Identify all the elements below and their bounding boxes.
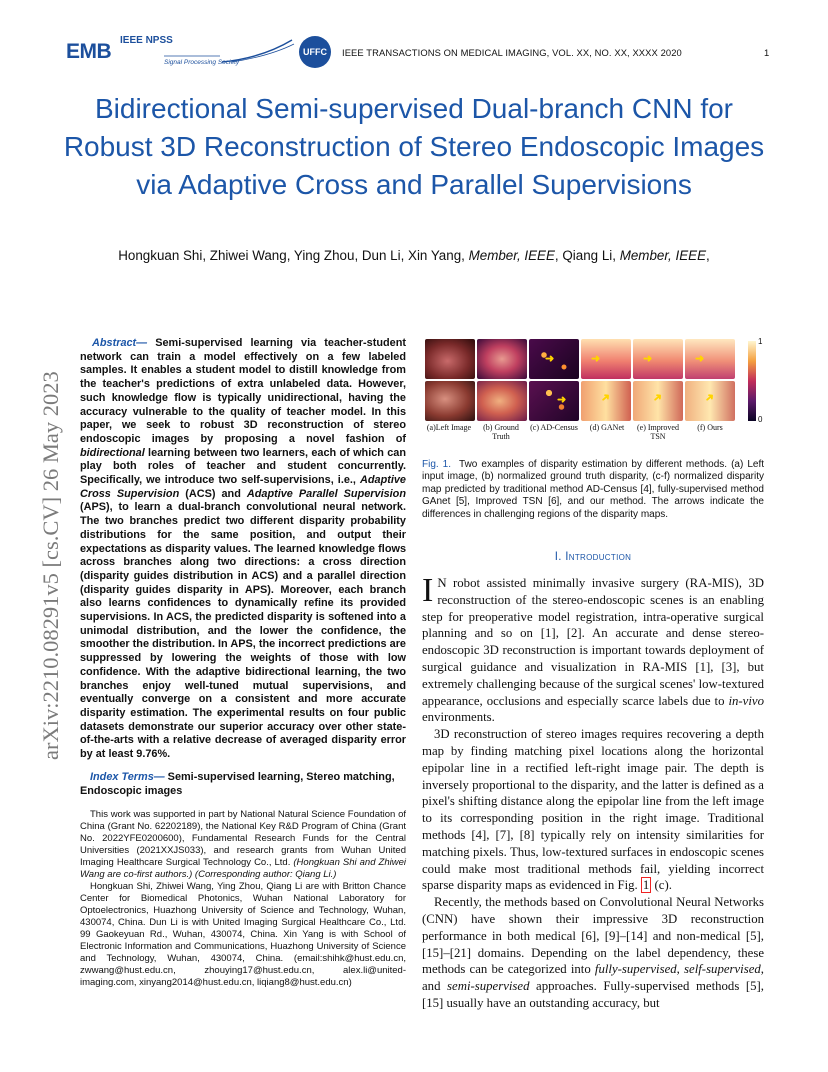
sps-logo — [162, 36, 308, 68]
ganet-1 — [581, 339, 631, 379]
left-image-1 — [425, 339, 475, 379]
intro-p2-text: 3D reconstruction of stereo images requires recovering a depth map by finding matching pixel locations along the horizontal epipolar line in a rectified left-right image pair. The depth is inversely proportional to the disparity, and the latter is defined as a pixel's shifting distance along the epipolar line from the left image to its corresponding position in the right image. Traditional methods [4], [7], [8] typically rely on intensity similarities for matching pixels. Thus, low-textured surfaces in endoscopic scenes could make most traditional methods fail, yielding incorrect sparse disparity maps as evidenced in Fig. — [422, 727, 764, 893]
member-designation-1: Member, IEEE — [468, 248, 555, 263]
section-number: I. — [554, 551, 562, 564]
footnote — [80, 809, 406, 989]
left-image-2 — [425, 381, 475, 421]
left-column — [80, 337, 406, 798]
footnote-affiliations: Hongkuan Shi, Zhiwei Wang, Ying Zhou, Qiang Li are with Britton Chance Center for Biomedical Photonics, Wuhan National Laboratory for Optoelectronics, Huazhong University of Science and Technology, Wuhan, 430074, China. Dun Li is with United Imaging Surgical Healthcare Co., Ltd. 99 Gaokeyuan Rd., Wuhan, 430074, China. Xin Yang is with School of Electronic Information and Communications, Huazhong University of Science and Technology, Wuhan, 430074, China. (email:shihk@hust.edu.cn, zwwang@hust.edu.cn, zhouying17@hust.edu.cn, alex.li@united-imaging.com, xinyang2014@hust.edu.cn, liqiang8@hust.edu.cn) — [80, 881, 406, 988]
figure-1 — [422, 337, 764, 447]
intro-p1-emphasis: in-vivo — [728, 693, 764, 708]
ganet-2 — [581, 381, 631, 421]
abstract-label: Abstract— — [92, 337, 148, 349]
ours-1 — [685, 339, 735, 379]
intro-paragraph-3 — [422, 894, 764, 1012]
intro-p1-end: environments. — [422, 710, 495, 725]
npss-logo: IEEE NPSS — [120, 35, 173, 46]
intro-p3-text: Recently, the methods based on Convolutional Neural Networks (CNN) have shown their impressive 3D reconstruction performance in both medical [6], [9]–[14] and non-medical [5], [15]–[21] domains. Depending on the label dependency, these methods can be categorized into — [422, 895, 764, 977]
authors-part1: Hongkuan Shi, Zhiwei Wang, Ying Zhou, Dun Li, Xin Yang, — [118, 248, 469, 263]
intro-p3-end: approaches. Fully-supervised methods [5], [15] usually have an outstanding accuracy, but — [422, 979, 764, 1010]
figure-labels — [422, 423, 742, 441]
authors-part3: , — [706, 248, 710, 263]
abstract-emphasis-3: Adaptive Parallel Supervision — [246, 487, 406, 500]
section-heading-introduction — [422, 551, 764, 563]
footnote-funding — [80, 809, 406, 881]
colorbar — [748, 341, 756, 421]
figure-row-1 — [425, 339, 735, 379]
arrow-icon: ➜ — [598, 390, 614, 406]
dropcap: I — [422, 572, 434, 610]
figure-caption-label: Fig. 1. — [422, 459, 452, 470]
abstract-emphasis-2: Adaptive Cross Supervision — [80, 474, 406, 500]
authors-part2: , Qiang Li, — [554, 248, 620, 263]
figure-ref-link[interactable]: 1 — [642, 878, 650, 893]
intro-paragraph-1 — [422, 572, 764, 726]
arrow-icon: ➜ — [695, 353, 705, 365]
intro-p3-sep-2: , and — [422, 962, 764, 994]
abstract-emphasis-1: bidirectional — [80, 446, 145, 459]
figure-label: (a)Left Image — [426, 423, 472, 432]
abstract-text-3: (ACS) and — [179, 487, 247, 500]
figure-label: (c) AD-Census — [530, 423, 578, 432]
intro-p3-emphasis-3: semi-supervised — [447, 979, 530, 994]
figure-row-2 — [425, 381, 735, 421]
running-head: IEEE TRANSACTIONS ON MEDICAL IMAGING, VOL. XX, NO. XX, XXXX 2020 — [342, 47, 682, 58]
intro-paragraph-2 — [422, 726, 764, 894]
figure-caption-text: Two examples of disparity estimation by different methods. (a) Left input image, (b) normalized ground truth disparity, (c-f) normalized disparity map predicted by traditional method AD-Census [4], fully-supervised method GAnet [5], Improved TSN [6], and our method. The arrows indicate the differences in challenging regions of the disparity maps. — [422, 459, 764, 520]
arxiv-stamp: arXiv:2210.08291v5 [cs.CV] 26 May 2023 — [38, 371, 63, 760]
intro-p1-text: N robot assisted minimally invasive surgery (RA-MIS), 3D reconstruction of the stereo-endoscopic scenes is an enabling step for preoperative model registration, intra-operative surgical planning and so on [1], [2]. An accurate and dense stereo-endoscopic 3D reconstruction is important towards deployment of surgical guidance and visualization in RA-MIS [1], [3], but extremely challenging because of the surgical scenes' low-textured appearance, occlusions and especially scarce labels due to — [422, 576, 764, 708]
index-terms-label: Index Terms— — [90, 770, 165, 783]
ad-census-2 — [529, 381, 579, 421]
arrow-icon: ➜ — [591, 353, 601, 365]
paper-title: Bidirectional Semi-supervised Dual-branch CNN for Robust 3D Reconstruction of Stereo Endoscopic Images via Adaptive Cross and Parallel Supervisions — [63, 93, 765, 200]
colorbar-max-label: 1 — [758, 337, 763, 346]
author-list — [40, 248, 788, 263]
abstract-text-4: (APS), to learn a dual-branch convolutional neural network. The two branches predict two different disparity probability distributions for the same position, and output their expectations as disparity values. The learned knowledge flows across branches along two directions: a cross direction (disparity guides distribution in ACS) and a parallel direction (disparity guides disparity in APS). Moreover, each branch also learns confidences to dynamically refine its provided supervisions. In ACS, the predicted disparity is softened into a unimodal distribution, and the lower the confidence, the smoother the distribution. In APS, the incorrect predictions are suppressed by lowering the weights of those with low confidence. With the adaptive bidirectional learning, the two branches enjoy well-tuned mutual supervisions, and eventually converge on a consistent and more accurate disparity estimation. The experimental results on four public datasets demonstrate our superior accuracy over other state-of-the-arts with a relative decrease of averaged disparity error by at least 9.76%. — [80, 501, 406, 761]
ad-census-1 — [529, 339, 579, 379]
intro-p3-sep-1: , — [676, 962, 685, 977]
ours-2 — [685, 381, 735, 421]
figure-caption — [422, 459, 764, 521]
colorbar-min-label: 0 — [758, 415, 763, 424]
figure-label: (d) GANet — [589, 423, 625, 432]
arrow-icon: ➜ — [545, 353, 555, 365]
member-designation-2: Member, IEEE — [619, 248, 707, 263]
introduction-body — [422, 572, 764, 1012]
footnote-cofirst-note: (Hongkuan Shi and Zhiwei Wang are co-first authors.) (Corresponding author: Qiang Li.) — [80, 857, 406, 880]
arrow-icon: ➜ — [702, 390, 718, 406]
figure-label: (f) Ours — [697, 423, 723, 432]
ground-truth-2 — [477, 381, 527, 421]
improved-tsn-2 — [633, 381, 683, 421]
publisher-logos — [66, 36, 328, 70]
abstract — [80, 337, 406, 762]
figure-label: (e) Improved TSN — [637, 423, 679, 441]
index-terms — [80, 771, 406, 798]
arrow-icon: ➜ — [643, 353, 653, 365]
intro-p2-end: (c). — [651, 878, 672, 893]
ground-truth-1 — [477, 339, 527, 379]
improved-tsn-1 — [633, 339, 683, 379]
page-number: 1 — [764, 47, 770, 58]
figure-label: (b) Ground Truth — [483, 423, 519, 441]
arrow-icon: ➜ — [557, 394, 567, 406]
footnote-funding-text: This work was supported in part by National Natural Science Foundation of China (Grant No. 62202189), the National Key R&D Program of China (Grant No. 2022YFE0200600), Fundamental Research Funds for the Central Universities (2021XXJS033), and research grants from Wuhan United Imaging Healthcare Surgical Technology Co., Ltd. — [80, 809, 406, 868]
sps-logo-text: Signal Processing Society — [164, 59, 240, 66]
uffc-logo: UFFC — [299, 36, 331, 68]
abstract-text-1: Semi-supervised learning via teacher-student network can train a model effectively on a few labeled samples. It enables a student model to distill knowledge from the teacher's predictions of extra unlabeled data. However, such knowledge flow is typically unidirectional, having the accuracy vulnerable to the quality of teacher model. In this paper, we seek to robust 3D reconstruction of stereo endoscopic images by proposing a novel fashion of — [80, 337, 406, 445]
intro-p3-emphasis-2: self-supervised — [684, 962, 761, 977]
emb-logo: EMB — [66, 40, 112, 63]
intro-p3-emphasis-1: fully-supervised — [594, 962, 677, 977]
arrow-icon: ➜ — [650, 390, 666, 406]
section-title: Introduction — [565, 551, 632, 564]
right-column — [422, 337, 764, 1012]
abstract-text-2: learning between two learners, each of which can play both roles of teacher and student concurrently. Specifically, we introduce two self-supervisions, i.e., — [80, 446, 406, 487]
index-terms-text: Semi-supervised learning, Stereo matching, Endoscopic images — [80, 770, 395, 797]
